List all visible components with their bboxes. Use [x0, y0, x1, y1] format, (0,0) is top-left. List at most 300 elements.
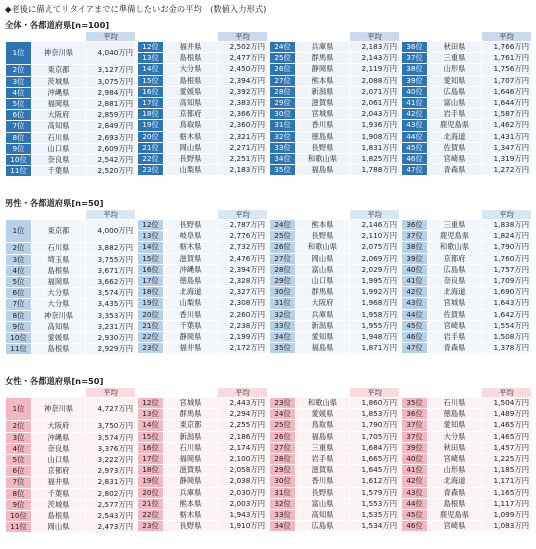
- table-row: [6, 76, 136, 87]
- rank-label: 6位: [6, 466, 32, 477]
- ranking-table: [401, 209, 532, 354]
- table-header: [138, 210, 268, 220]
- rank-label: 33位: [270, 320, 296, 331]
- table-row: [402, 220, 532, 231]
- prefecture-name: 山形県: [428, 64, 482, 75]
- average-value: 2,172万円: [218, 343, 268, 354]
- rank-label: 44位: [402, 131, 428, 142]
- table-header: [402, 32, 532, 42]
- average-value: 1,825万円: [350, 153, 400, 164]
- table-row: [6, 443, 136, 454]
- header-average: 平均: [86, 210, 136, 220]
- average-value: 1,099万円: [482, 509, 532, 520]
- table-row: [138, 420, 268, 431]
- average-value: 1,705万円: [350, 431, 400, 442]
- prefecture-name: 宮崎県: [428, 320, 482, 331]
- average-value: 2,392万円: [218, 86, 268, 97]
- average-value: 1,992万円: [350, 287, 400, 298]
- average-value: 2,609万円: [86, 143, 136, 154]
- prefecture-name: 群馬県: [296, 287, 350, 298]
- table-row: [270, 343, 400, 354]
- rank-label: 13位: [138, 53, 164, 64]
- prefecture-name: 鹿児島県: [428, 509, 482, 520]
- prefecture-name: 山梨県: [164, 298, 218, 309]
- average-value: 1,587万円: [482, 109, 532, 120]
- table-row: [270, 109, 400, 120]
- rank-label: 26位: [270, 242, 296, 253]
- header-average: 平均: [350, 32, 400, 42]
- prefecture-name: 千葉県: [32, 166, 86, 177]
- average-value: 1,908万円: [350, 131, 400, 142]
- prefecture-name: 大分県: [428, 431, 482, 442]
- prefecture-name: 長野県: [164, 153, 218, 164]
- table-header: [6, 388, 136, 398]
- average-value: 1,645万円: [350, 465, 400, 476]
- rank-label: 23位: [138, 521, 164, 532]
- table-row: [402, 131, 532, 142]
- table-row: [270, 86, 400, 97]
- rank-label: 31位: [270, 487, 296, 498]
- prefecture-name: 長野県: [164, 220, 218, 231]
- average-value: 2,776万円: [218, 231, 268, 242]
- rank-label: 43位: [402, 487, 428, 498]
- rank-label: 12位: [138, 42, 164, 53]
- average-value: 2,477万円: [218, 53, 268, 64]
- prefecture-name: 滋賀県: [296, 465, 350, 476]
- header-blank: [270, 210, 296, 220]
- table-row: [270, 309, 400, 320]
- prefecture-name: 福島県: [296, 431, 350, 442]
- rank-label: 1位: [6, 398, 32, 421]
- prefecture-name: 群馬県: [296, 53, 350, 64]
- rank-label: 41位: [402, 465, 428, 476]
- prefecture-name: 高知県: [296, 509, 350, 520]
- rank-label: 21位: [138, 142, 164, 153]
- prefecture-name: 千葉県: [164, 320, 218, 331]
- table-row: [270, 97, 400, 108]
- prefecture-name: 島根県: [164, 75, 218, 86]
- header-blank: [296, 388, 350, 398]
- rank-label: 39位: [402, 75, 428, 86]
- ranking-table: [269, 387, 400, 532]
- table-row: [138, 64, 268, 75]
- prefecture-name: 秋田県: [428, 42, 482, 53]
- rank-label: 6位: [6, 110, 32, 121]
- rank-label: 14位: [138, 420, 164, 431]
- rank-label: 29位: [270, 275, 296, 286]
- average-value: 2,831万円: [86, 477, 136, 488]
- rank-label: 31位: [270, 120, 296, 131]
- prefecture-name: 熊本県: [296, 75, 350, 86]
- prefecture-name: 和歌山県: [296, 398, 350, 409]
- prefecture-name: 宮城県: [296, 109, 350, 120]
- header-blank: [296, 32, 350, 42]
- table-row: [138, 287, 268, 298]
- average-value: 2,383万円: [218, 97, 268, 108]
- average-value: 1,788万円: [350, 165, 400, 176]
- table-row: [270, 75, 400, 86]
- header-average: 平均: [218, 210, 268, 220]
- rank-label: 1位: [6, 42, 32, 65]
- table-row: [6, 288, 136, 299]
- table-row: [270, 420, 400, 431]
- prefecture-name: 沖縄県: [164, 264, 218, 275]
- prefecture-name: 愛媛県: [296, 409, 350, 420]
- average-value: 1,943万円: [218, 509, 268, 520]
- rank-label: 44位: [402, 498, 428, 509]
- table-row: [402, 42, 532, 53]
- prefecture-name: 香川県: [296, 120, 350, 131]
- prefecture-name: 東京都: [32, 65, 86, 76]
- rank-label: 3位: [6, 76, 32, 87]
- rank-label: 18位: [138, 287, 164, 298]
- table-row: [138, 75, 268, 86]
- rank-label: 19位: [138, 476, 164, 487]
- average-value: 1,465万円: [482, 420, 532, 431]
- table-row: [6, 220, 136, 243]
- average-value: 1,319万円: [482, 153, 532, 164]
- average-value: 2,238万円: [218, 320, 268, 331]
- rank-label: 26位: [270, 64, 296, 75]
- header-average: 平均: [86, 32, 136, 42]
- prefecture-name: 福島県: [296, 343, 350, 354]
- rank-label: 45位: [402, 142, 428, 153]
- prefecture-name: 高知県: [32, 321, 86, 332]
- rank-label: 35位: [270, 165, 296, 176]
- average-value: 2,787万円: [218, 220, 268, 231]
- average-value: 2,071万円: [350, 86, 400, 97]
- average-value: 2,930万円: [86, 332, 136, 343]
- table-row: [6, 522, 136, 533]
- prefecture-name: 茨城県: [32, 76, 86, 87]
- average-value: 1,431万円: [482, 131, 532, 142]
- table-header: [402, 388, 532, 398]
- section-title: 男性・各都道府県[n=50]: [5, 198, 104, 208]
- average-value: 1,936万円: [350, 120, 400, 131]
- average-value: 1,457万円: [482, 442, 532, 453]
- table-row: [138, 320, 268, 331]
- rank-label: 44位: [402, 309, 428, 320]
- rank-label: 23位: [270, 398, 296, 409]
- average-value: 1,579万円: [350, 487, 400, 498]
- table-row: [138, 109, 268, 120]
- prefecture-name: 兵庫県: [296, 309, 350, 320]
- prefecture-name: 千葉県: [32, 488, 86, 499]
- ranking-table: [137, 387, 268, 532]
- average-value: 2,328万円: [218, 275, 268, 286]
- rank-label: 32位: [270, 131, 296, 142]
- rank-label: 27位: [270, 442, 296, 453]
- rank-label: 15位: [138, 253, 164, 264]
- table-row: [138, 253, 268, 264]
- average-value: 1,465万円: [482, 431, 532, 442]
- prefecture-name: 佐賀県: [428, 309, 482, 320]
- table-row: [402, 231, 532, 242]
- table-row: [6, 398, 136, 421]
- prefecture-name: 青森県: [428, 487, 482, 498]
- table-row: [270, 320, 400, 331]
- rank-label: 36位: [402, 220, 428, 231]
- prefecture-name: 岐阜県: [164, 231, 218, 242]
- average-value: 1,642万円: [482, 309, 532, 320]
- prefecture-name: 福岡県: [32, 98, 86, 109]
- average-value: 1,643万円: [482, 298, 532, 309]
- prefecture-name: 京都府: [428, 253, 482, 264]
- table-row: [138, 509, 268, 520]
- rank-label: 46位: [402, 331, 428, 342]
- prefecture-name: 愛媛県: [164, 86, 218, 97]
- header-blank: [164, 210, 218, 220]
- prefecture-name: 滋賀県: [164, 253, 218, 264]
- rank-label: 37位: [402, 420, 428, 431]
- table-row: [402, 242, 532, 253]
- table-row: [138, 465, 268, 476]
- ranking-table: [5, 387, 136, 533]
- average-value: 2,881万円: [86, 98, 136, 109]
- table-row: [6, 299, 136, 310]
- prefecture-name: 徳島県: [164, 275, 218, 286]
- rank-label: 3位: [6, 254, 32, 265]
- average-value: 3,574万円: [86, 432, 136, 443]
- header-blank: [6, 210, 32, 220]
- prefecture-name: 大阪府: [296, 298, 350, 309]
- prefecture-name: 北海道: [428, 476, 482, 487]
- table-row: [402, 465, 532, 476]
- average-value: 1,117万円: [482, 498, 532, 509]
- rank-label: 27位: [270, 253, 296, 264]
- rank-label: 7位: [6, 121, 32, 132]
- ranking-table: [401, 31, 532, 176]
- rank-label: 26位: [270, 431, 296, 442]
- table-row: [402, 53, 532, 64]
- rank-label: 5位: [6, 454, 32, 465]
- average-value: 1,554万円: [482, 320, 532, 331]
- table-row: [270, 287, 400, 298]
- average-value: 1,535万円: [350, 509, 400, 520]
- table-header: [138, 388, 268, 398]
- table-row: [402, 264, 532, 275]
- rank-label: 40位: [402, 264, 428, 275]
- average-value: 1,534万円: [350, 521, 400, 532]
- rank-label: 12位: [138, 220, 164, 231]
- table-row: [6, 42, 136, 65]
- rank-label: 22位: [138, 331, 164, 342]
- table-row: [270, 431, 400, 442]
- average-value: 3,376万円: [86, 443, 136, 454]
- rank-label: 7位: [6, 299, 32, 310]
- table-row: [138, 409, 268, 420]
- prefecture-name: 熊本県: [296, 220, 350, 231]
- average-value: 2,075万円: [350, 242, 400, 253]
- prefecture-name: 熊本県: [164, 498, 218, 509]
- average-value: 3,127万円: [86, 65, 136, 76]
- table-row: [402, 320, 532, 331]
- rank-label: 37位: [402, 431, 428, 442]
- table-row: [6, 488, 136, 499]
- table-row: [270, 487, 400, 498]
- header-blank: [32, 210, 86, 220]
- average-value: 2,043万円: [350, 109, 400, 120]
- average-value: 1,083万円: [482, 521, 532, 532]
- table-row: [402, 253, 532, 264]
- table-row: [138, 131, 268, 142]
- table-row: [6, 421, 136, 432]
- average-value: 1,707万円: [482, 75, 532, 86]
- average-value: 1,761万円: [482, 53, 532, 64]
- table-row: [270, 231, 400, 242]
- average-value: 2,732万円: [218, 242, 268, 253]
- prefecture-name: 富山県: [428, 97, 482, 108]
- table-row: [138, 242, 268, 253]
- header-blank: [428, 32, 482, 42]
- rank-label: 43位: [402, 298, 428, 309]
- rank-label: 38位: [402, 242, 428, 253]
- average-value: 2,308万円: [218, 298, 268, 309]
- table-row: [270, 409, 400, 420]
- prefecture-name: 石川県: [32, 243, 86, 254]
- prefecture-name: 島根県: [32, 265, 86, 276]
- table-row: [402, 453, 532, 464]
- average-value: 2,802万円: [86, 488, 136, 499]
- rank-label: 25位: [270, 420, 296, 431]
- prefecture-name: 福岡県: [164, 453, 218, 464]
- average-value: 1,824万円: [482, 231, 532, 242]
- table-row: [138, 487, 268, 498]
- table-row: [6, 276, 136, 287]
- average-value: 2,183万円: [218, 165, 268, 176]
- rank-label: 43位: [402, 120, 428, 131]
- prefecture-name: 山梨県: [164, 165, 218, 176]
- rank-label: 42位: [402, 109, 428, 120]
- ranking-table: [401, 387, 532, 532]
- rank-label: 5位: [6, 276, 32, 287]
- average-value: 1,185万円: [482, 465, 532, 476]
- prefecture-name: 兵庫県: [296, 42, 350, 53]
- rank-label: 38位: [402, 64, 428, 75]
- prefecture-name: 和歌山県: [296, 242, 350, 253]
- prefecture-name: 埼玉県: [32, 254, 86, 265]
- table-row: [138, 298, 268, 309]
- average-value: 2,260万円: [218, 309, 268, 320]
- prefecture-name: 鹿児島県: [428, 231, 482, 242]
- average-value: 1,684万円: [350, 442, 400, 453]
- rank-label: 3位: [6, 432, 32, 443]
- rank-label: 33位: [270, 142, 296, 153]
- table-row: [402, 64, 532, 75]
- average-value: 1,757万円: [482, 264, 532, 275]
- prefecture-name: 山口県: [296, 275, 350, 286]
- prefecture-name: 広島県: [428, 86, 482, 97]
- table-row: [270, 476, 400, 487]
- header-blank: [428, 388, 482, 398]
- rank-label: 17位: [138, 97, 164, 108]
- ranking-table: [269, 209, 400, 354]
- table-row: [138, 453, 268, 464]
- prefecture-name: 島根県: [32, 510, 86, 521]
- table-row: [270, 153, 400, 164]
- average-value: 1,690万円: [482, 287, 532, 298]
- table-row: [270, 64, 400, 75]
- prefecture-name: 長野県: [164, 521, 218, 532]
- average-value: 3,755万円: [86, 254, 136, 265]
- table-row: [402, 476, 532, 487]
- prefecture-name: 兵庫県: [164, 487, 218, 498]
- average-value: 1,955万円: [350, 320, 400, 331]
- rank-label: 14位: [138, 64, 164, 75]
- average-value: 2,543万円: [86, 510, 136, 521]
- table-row: [270, 298, 400, 309]
- table-row: [402, 398, 532, 409]
- rank-label: 18位: [138, 109, 164, 120]
- rank-label: 25位: [270, 53, 296, 64]
- rank-label: 5位: [6, 98, 32, 109]
- table-row: [138, 309, 268, 320]
- table-row: [6, 510, 136, 521]
- table-row: [270, 120, 400, 131]
- rank-label: 21位: [138, 498, 164, 509]
- average-value: 2,502万円: [218, 42, 268, 53]
- average-value: 2,520万円: [86, 166, 136, 177]
- table-row: [138, 42, 268, 53]
- header-blank: [428, 210, 482, 220]
- prefecture-name: 新潟県: [296, 320, 350, 331]
- header-average: 平均: [482, 388, 532, 398]
- header-blank: [296, 210, 350, 220]
- prefecture-name: 宮城県: [428, 298, 482, 309]
- table-row: [138, 53, 268, 64]
- table-row: [270, 142, 400, 153]
- prefecture-name: 三重県: [428, 220, 482, 231]
- rank-label: 20位: [138, 309, 164, 320]
- table-row: [402, 343, 532, 354]
- prefecture-name: 北海道: [428, 287, 482, 298]
- table-row: [6, 65, 136, 76]
- prefecture-name: 青森県: [428, 165, 482, 176]
- header-average: 平均: [350, 388, 400, 398]
- average-value: 2,029万円: [350, 264, 400, 275]
- average-value: 3,574万円: [86, 288, 136, 299]
- average-value: 2,984万円: [86, 87, 136, 98]
- table-row: [270, 264, 400, 275]
- prefecture-name: 京都府: [32, 466, 86, 477]
- average-value: 1,968万円: [350, 298, 400, 309]
- rank-label: 20位: [138, 131, 164, 142]
- header-blank: [32, 32, 86, 42]
- prefecture-name: 大分県: [32, 288, 86, 299]
- rank-label: 42位: [402, 476, 428, 487]
- table-row: [270, 165, 400, 176]
- table-row: [6, 265, 136, 276]
- header-blank: [6, 388, 32, 398]
- header-blank: [164, 388, 218, 398]
- prefecture-name: 香川県: [296, 476, 350, 487]
- table-header: [402, 210, 532, 220]
- prefecture-name: 山口県: [32, 454, 86, 465]
- table-row: [270, 498, 400, 509]
- prefecture-name: 栃木県: [164, 131, 218, 142]
- average-value: 2,542万円: [86, 154, 136, 165]
- prefecture-name: 大分県: [32, 299, 86, 310]
- prefecture-name: 東京都: [32, 220, 86, 243]
- average-value: 1,489万円: [482, 409, 532, 420]
- table-row: [138, 153, 268, 164]
- rank-label: 32位: [270, 309, 296, 320]
- rank-label: 8位: [6, 488, 32, 499]
- table-row: [138, 264, 268, 275]
- table-row: [402, 86, 532, 97]
- table-row: [138, 97, 268, 108]
- header-blank: [138, 388, 164, 398]
